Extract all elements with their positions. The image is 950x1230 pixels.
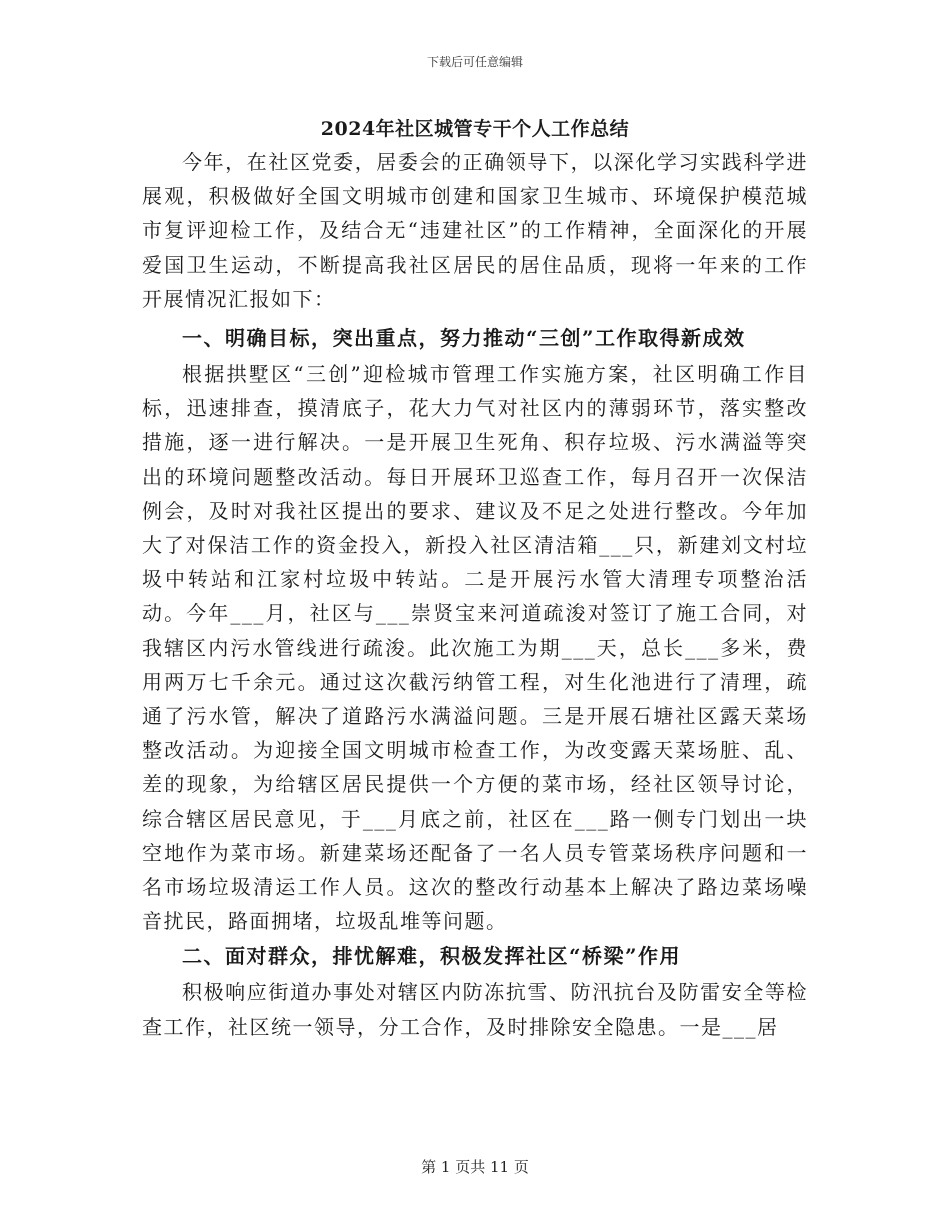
section-1-heading: 一、明确目标，突出重点，努力推动“三创”工作取得新成效	[182, 326, 746, 351]
intro-paragraph: 今年，在社区党委，居委会的正确领导下，以深化学习实践科学进展观，积极做好全国文明城市创建和国家卫生城市、环境保护模范城市复评迎检工作，及结合无“违建社区”的工作精神，全面深化的开展爱国卫生运动，不断提高我社区居民的居住品质，现将一年来的工作开展情况汇报如下：	[142, 150, 808, 311]
section-2-paragraph: 积极响应街道办事处对辖区内防冻抗雪、防汛抗台及防雷安全等检查工作，社区统一领导，分工合作，及时排除安全隐患。一是___居	[142, 980, 808, 1039]
section-1-paragraph: 根据拱墅区“三创”迎检城市管理工作实施方案，社区明确工作目标，迅速排查，摸清底子，花大力气对社区内的薄弱环节，落实整改措施，逐一进行解决。一是开展卫生死角、积存垃圾、污水满溢等突出的环境问题整改活动。每日开展环卫巡查工作，每月召开一次保洁例会，及时对我社区提出的要求、建议及不足之处进行整改。今年加大了对保洁工作的资金投入，新投入社区清洁箱___只，新建刘文村垃圾中转站和江家村垃圾中转站。二是开展污水管大清理专项整治活动。今年___月，社区与___崇贤宝来河道疏浚对签订了施工合同，对我辖区内污水管线进行疏浚。此次施工为期___天，总长___多米，费用两万七千余元。通过这次截污纳管工程，对生化池进行了清理，疏通了污水管，解决了道路污水满溢问题。三是开展石塘社区露天菜场整改活动。为迎接全国文明城市检查工作，为改变露天菜场脏、乱、差的现象，为给辖区居民提供一个方便的菜市场，经社区领导讨论，综合辖区居民意见，于___月底之前，社区在___路一侧专门划出一块空地作为菜市场。新建菜场还配备了一名人员专管菜场秩序问题和一名市场垃圾清运工作人员。这次的整改行动基本上解决了路边菜场噪音扰民，路面拥堵，垃圾乱堆等问题。	[142, 362, 808, 934]
page-footer: 第 1 页共 11 页	[421, 1158, 529, 1176]
document-body	[142, 145, 808, 1044]
document-title: 2024年社区城管专干个人工作总结	[320, 118, 630, 140]
section-2-heading: 二、面对群众，排忧解难，积极发挥社区“桥梁”作用	[182, 944, 682, 969]
page-header: 下载后可任意编辑	[426, 55, 523, 69]
